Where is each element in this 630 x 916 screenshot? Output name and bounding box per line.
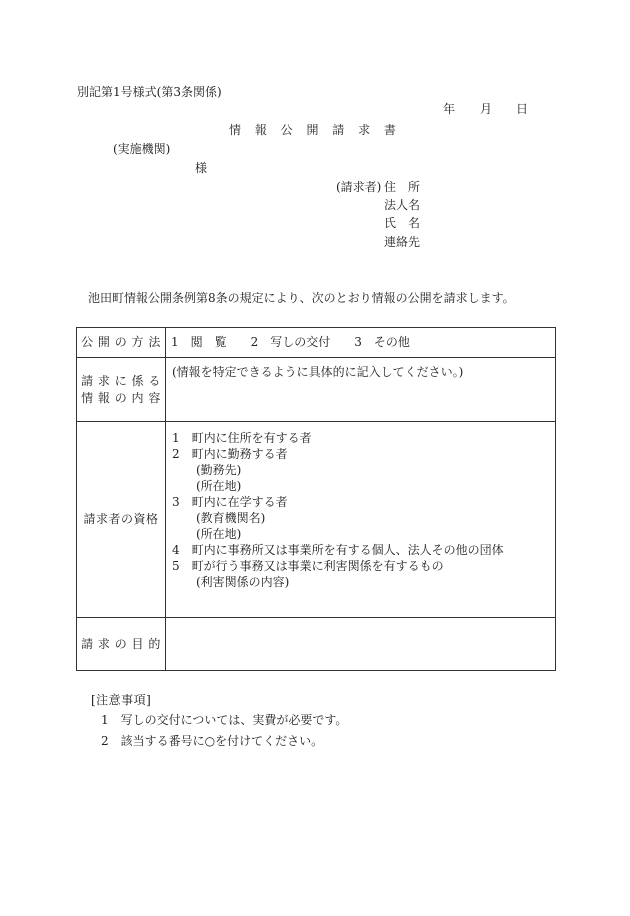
intro-sentence: 池田町情報公開条例第8条の規定により、次のとおり情報の公開を請求します。 (88, 291, 515, 305)
purpose-input-cell[interactable] (166, 618, 556, 671)
method-options: 1 閲 覧 2 写しの交付 3 その他 (171, 335, 410, 349)
method-options-cell[interactable] (166, 328, 556, 358)
purpose-label-cell (77, 618, 166, 671)
requester-corp-label: 法人名 (384, 198, 421, 212)
note-item-2: 2 該当する番号に○を付けてください。 (101, 734, 324, 748)
qualification-row (77, 422, 556, 618)
qualification-label: 請求者の資格 (83, 512, 159, 526)
note-item-1: 1 写しの交付については、実費が必要です。 (101, 713, 348, 727)
requester-name-label: 氏 名 (384, 216, 421, 230)
qualification-list (166, 422, 555, 590)
honorific: 様 (195, 161, 208, 175)
qualification-item-5: 5 町が行う事務又は事業に利害関係を有するもの (172, 559, 444, 573)
date-year: 年 (443, 102, 456, 116)
content-input-cell[interactable] (166, 358, 556, 422)
qualification-item-2: 2 町内に勤務する者 (172, 447, 288, 461)
content-hint: (情報を特定できるように具体的に記入してください。) (172, 365, 464, 379)
request-form-table (76, 327, 556, 671)
content-row (77, 358, 556, 422)
content-label-cell (77, 358, 166, 422)
qualification-interest-field: (利害関係の内容) (196, 575, 290, 589)
qualification-school-field: (教育機関名) (196, 511, 266, 525)
content-label-line-2: 情 報 の 内 容 (81, 390, 161, 405)
qualification-options-cell[interactable] (166, 422, 556, 618)
purpose-row (77, 618, 556, 671)
qualification-item-3: 3 町内に在学する者 (172, 495, 288, 509)
requester-address-label: 住 所 (384, 180, 421, 194)
date-day: 日 (516, 102, 529, 116)
qualification-employer-field: (勤務先) (196, 463, 242, 477)
qualification-label-cell (77, 422, 166, 618)
notes-title: [注意事項] (91, 693, 152, 707)
content-label-line-1: 請 求 に 係 る (81, 373, 161, 388)
requester-contact-label: 連絡先 (384, 235, 421, 249)
qualification-school-location-field: (所在地) (196, 527, 242, 541)
method-label-cell (77, 328, 166, 358)
qualification-employer-location-field: (所在地) (196, 479, 242, 493)
method-row (77, 328, 556, 358)
date-month: 月 (480, 102, 493, 116)
purpose-label: 請 求 の 目 的 (81, 636, 161, 651)
qualification-item-1: 1 町内に住所を有する者 (172, 431, 312, 445)
document-title: 情 報 公 開 請 求 書 (229, 123, 396, 137)
form-number: 別記第1号様式(第3条関係) (77, 85, 222, 99)
agency-label: (実施機関) (113, 142, 171, 156)
requester-prefix: (請求者) (336, 180, 382, 194)
qualification-item-4: 4 町内に事務所又は事業所を有する個人、法人その他の団体 (172, 543, 504, 557)
method-label: 公 開 の 方 法 (81, 335, 161, 349)
